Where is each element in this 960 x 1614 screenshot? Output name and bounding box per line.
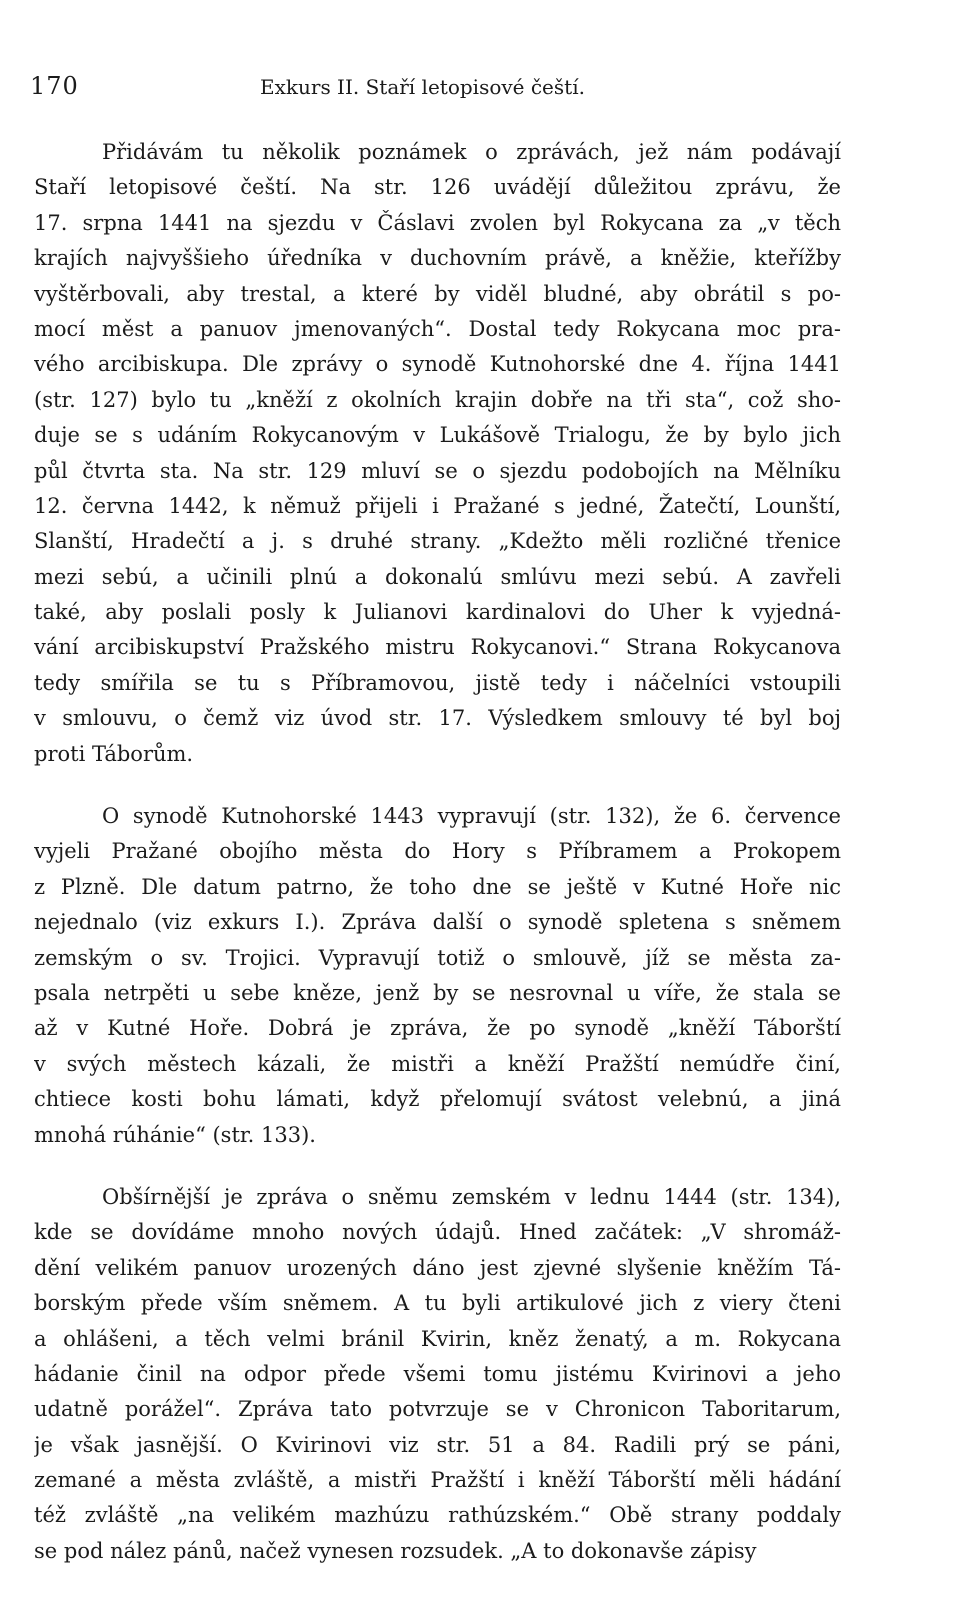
text-line: vyštěrbovali, aby trestal, a které by viděl bludné, aby obrátil s po- — [34, 281, 841, 306]
text-line: udatně porážel“. Zpráva tato potvrzuje se v Chronicon Taboritarum, — [34, 1397, 841, 1422]
text-line: hádanie činil na odpor přede všemi tomu jistému Kvirinovi a jeho — [34, 1361, 841, 1386]
text-line: zemané a města zvláště, a mistři Pražští i kněží Táborští měli hádání — [34, 1468, 841, 1493]
text-line: v smlouvu, o čemž viz úvod str. 17. Výsledkem smlouvy té byl boj — [34, 706, 841, 731]
paragraph — [34, 799, 841, 1153]
text-line: vého arcibiskupa. Dle zprávy o synodě Kutnohorské dne 4. října 1441 — [34, 352, 841, 377]
page-header — [30, 72, 860, 106]
text-line: chtiece kosti bohu lámati, když přelomují svátost velebnú, a jiná — [34, 1087, 841, 1112]
text-line: duje se s udáním Rokycanovým v Lukášově Trialogu, že by bylo jich — [34, 423, 841, 448]
text-line: mnohá rúhánie“ (str. 133). — [34, 1122, 316, 1147]
text-line: až v Kutné Hoře. Dobrá je zpráva, že po synodě „kněží Táborští — [34, 1016, 841, 1041]
text-line: nejednalo (viz exkurs I.). Zpráva další o synodě spletena s sněmem — [34, 910, 841, 935]
page-number: 170 — [30, 72, 79, 100]
text-line: Přidávám tu několik poznámek o zprávách, jež nám podávají — [102, 140, 841, 164]
paragraph — [34, 135, 841, 772]
text-line: borským přede vším sněmem. A tu byli artikulové jich z viery čteni — [34, 1291, 841, 1316]
text-line: kde se dovídáme mnoho nových údajů. Hned začátek: „V shromáž- — [34, 1220, 841, 1245]
text-line: psala netrpěti u sebe kněze, jenž by se nesrovnal u víře, že stala se — [34, 980, 841, 1005]
text-line: z Plzně. Dle datum patrno, že toho dne se ještě v Kutné Hoře nic — [34, 874, 841, 899]
text-line: též zvláště „na velikém mazhúzu rathúzském.“ Obě strany poddaly — [34, 1503, 841, 1528]
text-line: krajích najvyššieho úředníka v duchovním právě, a kněžie, kteřížby — [34, 246, 841, 271]
text-line: mezi sebú, a učinili plnú a dokonalú smlúvu mezi sebú. A zavřeli — [34, 564, 841, 589]
text-line: půl čtvrta sta. Na str. 129 mluví se o sjezdu podobojích na Mělníku — [34, 458, 841, 483]
text-line: a ohlášeni, a těch velmi bránil Kvirin, kněz ženatý, a m. Rokycana — [34, 1326, 841, 1351]
paragraph-gap — [34, 1153, 841, 1180]
text-line: 12. června 1442, k němuž přijeli i Pražané s jedné, Žatečtí, Lounští, — [34, 493, 841, 518]
text-line: Staří letopisové čeští. Na str. 126 uvádějí důležitou zprávu, že — [34, 175, 841, 200]
text-line: Obšírnější je zpráva o sněmu zemském v lednu 1444 (str. 134), — [102, 1184, 841, 1209]
text-line: zemským o sv. Trojici. Vypravují totiž o smlouvě, jíž se města za- — [34, 945, 841, 970]
text-line: tedy smířila se tu s Příbramovou, jistě tedy i náčelníci vstoupili — [34, 670, 841, 695]
text-line: také, aby poslali posly k Julianovi kardinalovi do Uher k vyjedná- — [34, 600, 841, 625]
text-line: dění velikém panuov urozených dáno jest zjevné slyšenie kněžím Tá- — [34, 1255, 841, 1280]
text-line: O synodě Kutnohorské 1443 vypravují (str. 132), že 6. července — [102, 804, 841, 829]
running-head: Exkurs II. Staří letopisové čeští. — [260, 75, 585, 99]
text-line: je však jasnější. O Kvirinovi viz str. 51 a 84. Radili prý se páni, — [34, 1432, 841, 1457]
text-line: Slanští, Hradečtí a j. s druhé strany. „Kdežto měli rozličné třenice — [34, 529, 841, 554]
text-line: 17. srpna 1441 na sjezdu v Čáslavi zvolen byl Rokycana za „v těch — [34, 210, 841, 235]
text-line: v svých městech kázali, že mistři a kněží Pražští nemúdře činí, — [34, 1051, 841, 1076]
paragraph-gap — [34, 772, 841, 799]
text-line: (str. 127) bylo tu „kněží z okolních krajin dobře na tři sta“, což sho- — [34, 387, 841, 412]
paragraph — [34, 1180, 841, 1569]
body-text — [34, 135, 841, 1569]
text-line: mocí měst a panuov jmenovaných“. Dostal tedy Rokycana moc pra- — [34, 316, 841, 341]
text-line: vyjeli Pražané obojího města do Hory s Příbramem a Prokopem — [34, 839, 841, 864]
text-line: se pod nález pánů, načež vynesen rozsudek. „A to dokonavše zápisy — [34, 1538, 757, 1563]
text-line: vání arcibiskupství Pražského mistru Rokycanovi.“ Strana Rokycanova — [34, 635, 841, 660]
text-line: proti Táborům. — [34, 741, 194, 766]
